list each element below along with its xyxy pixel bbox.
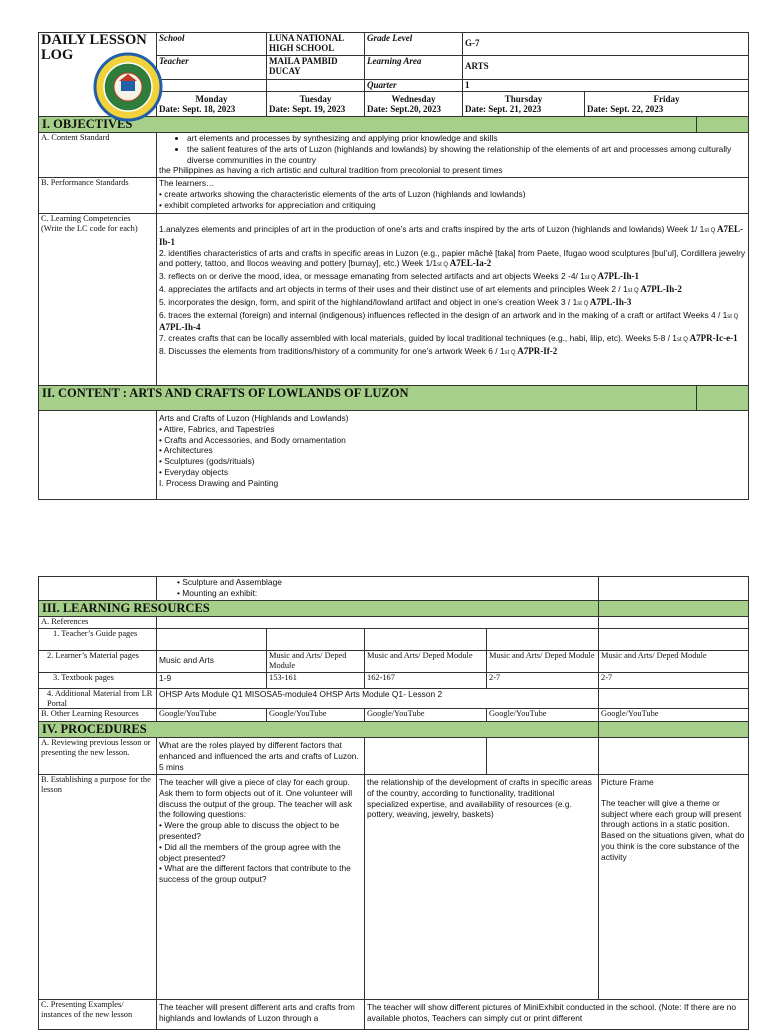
lc-code: A7PL-Ih-3: [589, 296, 632, 307]
textbook-label: 3. Textbook pages: [39, 673, 157, 689]
school-label: School: [157, 33, 267, 56]
resources-heading: III. LEARNING RESOURCES: [39, 601, 599, 617]
learning-area-label: Learning Area: [365, 56, 463, 80]
lc-code: A7PR-If-2: [517, 345, 558, 356]
quarter-value: 1: [463, 80, 749, 92]
blank-cell: [599, 617, 749, 629]
blank-cell: [39, 577, 157, 601]
lc-code: A7PR-Ic-e-1: [689, 333, 738, 344]
lc-code: A7PL-Ih-1: [597, 271, 639, 282]
day-friday: Friday Date: Sept. 22, 2023: [585, 92, 749, 117]
purpose-friday: [599, 775, 749, 1000]
blank-cell: [599, 722, 749, 738]
blank-cell: [599, 577, 749, 601]
competency-item: 3. reflects on or derive the mood, idea, or message emanating from selected artifacts and art objects Weeks 2 -4/ 1st Q A7PL-Ih-1: [159, 271, 639, 282]
additional-material-value: OHSP Arts Module Q1 MISOSA5-module4 OHSP Arts Module Q1- Lesson 2: [157, 689, 599, 709]
purpose-line: The teacher will give a theme or subject where each group will present through actions in a static position. Based on the situations given, what do you think is the core substance of the activity: [601, 797, 745, 862]
content-line: • Attire, Fabrics, and Tapestries: [159, 423, 275, 434]
other-resources-label: B. Other Learning Resources: [39, 709, 157, 722]
lm-tuesday: Music and Arts/ Deped Module: [267, 651, 365, 673]
blank-cell: [157, 617, 599, 629]
day-thursday: Thursday Date: Sept. 21, 2023: [463, 92, 585, 117]
purpose-monday: [157, 775, 365, 1000]
grade-level-label: Grade Level: [365, 33, 463, 56]
other-wednesday: Google/YouTube: [365, 709, 487, 722]
content-heading: II. CONTENT : ARTS AND CRAFTS OF LOWLANDS OF LUZON: [39, 386, 697, 411]
other-tuesday: Google/YouTube: [267, 709, 365, 722]
content-topics: [157, 411, 749, 500]
performance-line: • create artworks showing the characteristic elements of the arts of Luzon (highlands and lowlands): [159, 188, 526, 199]
day-wednesday: Wednesday Date: Sept.20, 2023: [365, 92, 463, 117]
competency-item: 7. creates crafts that can be locally assembled with local materials, guided by local traditional techniques (e.g., habi, lilip, etc). Weeks 5-8 / 1st Q A7PR-Ic-e-1: [159, 333, 738, 344]
competency-item: 2. identifies characteristics of arts and crafts in specific areas in Luzon (e.g., papier mâché [taka] from Paete, Ifugao wood sculptures [bul’ul], Cordillera jewelry and pottery, tattoo, and Ilocos weaving and pottery [burnay], etc.) Week 1/1st Q A7EL-Ia-2: [159, 247, 746, 269]
lm-friday: Music and Arts/ Deped Module: [599, 651, 749, 673]
blank-cell: [599, 689, 749, 709]
purpose-line: • Did all the members of the group agree with the object presented?: [159, 841, 341, 863]
lm-thursday: Music and Arts/ Deped Module: [487, 651, 599, 673]
quarter-label: Quarter: [365, 80, 463, 92]
purpose-line: • What are the different factors that contribute to the success of the group output?: [159, 863, 351, 885]
learners-material-label: 2. Learner’s Material pages: [39, 651, 157, 673]
content-standard-tail: the Philippines as having a rich artistic and cultural tradition from precolonial to present times: [159, 165, 503, 176]
blank-cell: [267, 629, 365, 651]
performance-line: The learners…: [159, 178, 215, 188]
school-value: LUNA NATIONAL HIGH SCHOOL: [267, 33, 365, 56]
competency-item: 4. appreciates the artifacts and art objects in terms of their uses and their distinct use of art elements and principles Week 2 / 1st Q A7PL-Ih-2: [159, 283, 682, 294]
purpose-line: • Were the group able to discuss the object to be presented?: [159, 820, 340, 841]
competency-item: 6. traces the external (foreign) and internal (indigenous) influences reflected in the design of an artwork and in the making of a craft or artifact Weeks 4 / 1st Q A7PL-Ih-4: [159, 309, 739, 333]
blank-cell: [157, 80, 267, 92]
lm-monday: Music and Arts: [157, 651, 267, 673]
lc-code: A7EL-Ia-2: [449, 258, 492, 269]
blank-cell: [267, 80, 365, 92]
content-line: • Mounting an exhibit:: [177, 587, 258, 598]
examples-monday: The teacher will present different arts and crafts from highlands and lowlands of Luzon through a: [157, 1000, 365, 1030]
performance-standards-text: [157, 178, 749, 214]
content-standard-item: • the salient features of the arts of Luzon (highlands and lowlands) by showing the relationship of the elements of art and processes among culturally diverse communities in the country: [187, 144, 746, 166]
tb-monday: 1-9: [157, 673, 267, 689]
grade-level-value: G-7: [463, 33, 749, 56]
teacher-label: Teacher: [157, 56, 267, 80]
review-monday: What are the roles played by different factors that enhanced and influenced the arts and crafts of Luzon. 5 mins: [157, 738, 365, 775]
examples-label: C. Presenting Examples/ instances of the new lesson: [39, 1000, 157, 1030]
teachers-guide-label: 1. Teacher’s Guide pages: [39, 629, 157, 651]
blank-cell: [487, 738, 599, 775]
blank-cell: [697, 386, 749, 411]
competency-list: [159, 224, 746, 359]
additional-material-label: 4. Additional Material from LR Portal: [39, 689, 157, 709]
lc-code: A7PL-Ih-2: [640, 283, 682, 294]
blank-cell: [365, 738, 487, 775]
other-friday: Google/YouTube: [599, 709, 749, 722]
content-standard-label: A. Content Standard: [39, 133, 157, 178]
content-line: • Crafts and Accessories, and Body ornamentation: [159, 434, 346, 445]
purpose-label: B. Establishing a purpose for the lesson: [39, 775, 157, 1000]
blank-cell: [599, 601, 749, 617]
other-monday: Google/YouTube: [157, 709, 267, 722]
teacher-value: MAILA PAMBID DUCAY: [267, 56, 365, 80]
content-line: • Everyday objects: [159, 466, 229, 477]
examples-wednesday: The teacher will show different pictures of MiniExhibit conducted in the school. (Note: If there are no available photos, Teachers can simply cut or print different: [365, 1000, 749, 1030]
tb-tuesday: 153-161: [267, 673, 365, 689]
blank-cell: [39, 411, 157, 500]
performance-standards-label: B. Performance Standards: [39, 178, 157, 214]
procedures-heading: IV. PROCEDURES: [39, 722, 599, 738]
other-thursday: Google/YouTube: [487, 709, 599, 722]
school-seal-icon: [93, 52, 163, 122]
blank-cell: [599, 629, 749, 651]
learning-competencies-label: C. Learning Competencies (Write the LC code for each): [39, 214, 157, 386]
dll-title-line1: DAILY LESSON: [41, 32, 147, 48]
purpose-wednesday: the relationship of the development of crafts in specific areas of the country, according to functionality, traditional specialized expertise, and availability of resources (e.g. pottery, weaving, jewelry, baskets): [365, 775, 599, 1000]
content-line: • Architectures: [159, 445, 213, 456]
blank-cell: [157, 629, 267, 651]
lc-code: A7PL-Ih-4: [159, 322, 201, 333]
learning-area-value: ARTS: [463, 56, 749, 80]
content-standard-item: • art elements and processes by synthesizing and applying prior knowledge and skills: [187, 133, 746, 144]
lm-wednesday: Music and Arts/ Deped Module: [365, 651, 487, 673]
content-line: • Sculpture and Assemblage: [177, 577, 282, 587]
day-tuesday: Tuesday Date: Sept. 19, 2023: [267, 92, 365, 117]
lesson-log-page-1: [38, 32, 748, 500]
blank-cell: [697, 117, 749, 133]
content-line: Arts and Crafts of Luzon (Highlands and Lowlands): [159, 413, 349, 423]
content-line: I. Process Drawing and Painting: [159, 477, 279, 488]
blank-cell: [365, 629, 487, 651]
tb-thursday: 2-7: [487, 673, 599, 689]
learning-competencies-text: [157, 214, 749, 386]
review-label: A. Reviewing previous lesson or presenting the new lesson.: [39, 738, 157, 775]
references-label: A. References: [39, 617, 157, 629]
blank-cell: [487, 629, 599, 651]
objectives-heading: I. OBJECTIVES: [39, 117, 697, 133]
performance-line: • exhibit completed artworks for appreciation and critiquing: [159, 199, 376, 210]
tb-friday: 2-7: [599, 673, 749, 689]
lesson-log-page-2: [38, 576, 748, 1030]
dll-title-line2: LOG: [41, 47, 74, 63]
content-line: • Sculptures (gods/rituals): [159, 456, 255, 467]
content-topics-cont: [157, 577, 599, 601]
content-standard-text: [157, 133, 749, 178]
competency-item: 5. incorporates the design, form, and spirit of the highland/lowland artifact and object in one’s creation Week 3 / 1st Q A7PL-Ih-3: [159, 296, 632, 307]
lc-code: A7EL-Ib-1: [159, 224, 744, 247]
blank-cell: [599, 738, 749, 775]
purpose-line: Picture Frame: [601, 777, 654, 787]
purpose-line: The teacher will give a piece of clay for each group. Ask them to form objects out of it. One volunteer will discuss the output of the group. The teacher will ask the following questions:: [159, 777, 353, 820]
day-monday: Monday Date: Sept. 18, 2023: [157, 92, 267, 117]
competency-item: 1.analyzes elements and principles of art in the production of one’s arts and crafts inspired by the arts of Luzon (highlands and lowlands) Week 1/ 1st Q A7EL-Ib-1: [159, 224, 744, 247]
tb-wednesday: 162-167: [365, 673, 487, 689]
competency-item: 8. Discusses the elements from traditions/history of a community for one’s artwork Week 6 / 1st Q A7PR-If-2: [159, 345, 558, 356]
